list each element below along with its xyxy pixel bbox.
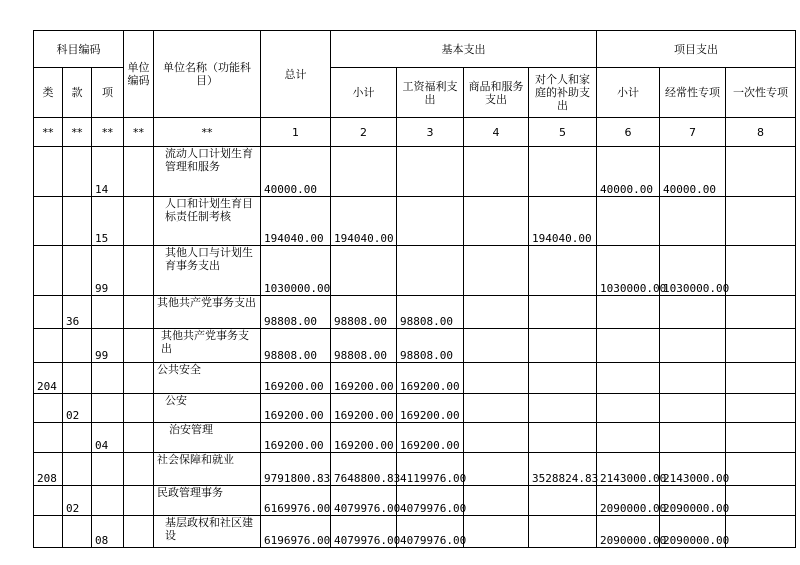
kuan-cell (63, 516, 92, 548)
xiang-cell: 99 (92, 246, 124, 296)
index-cell: 8 (726, 118, 796, 147)
name-cell: 流动人口计划生育管理和服务 (154, 147, 261, 197)
onetime-cell (726, 246, 796, 296)
xiang-cell: 08 (92, 516, 124, 548)
goods-cell (464, 363, 529, 394)
header-wages: 工资福利支出 (397, 68, 464, 118)
total-cell: 169200.00 (261, 394, 331, 423)
index-cell: 7 (660, 118, 726, 147)
subsidy-cell (529, 329, 597, 363)
xiang-cell (92, 296, 124, 329)
index-cell: 5 (529, 118, 597, 147)
subsidy-cell: 3528824.83 (529, 453, 597, 486)
subsidy-cell (529, 394, 597, 423)
unit-code-cell (124, 516, 154, 548)
name-cell: 公安 (154, 394, 261, 423)
recurring-cell (660, 296, 726, 329)
project-subtotal-cell (597, 423, 660, 453)
onetime-cell (726, 197, 796, 246)
basic-subtotal-cell: 169200.00 (331, 423, 397, 453)
project-subtotal-cell: 40000.00 (597, 147, 660, 197)
total-cell: 40000.00 (261, 147, 331, 197)
index-cell: ** (124, 118, 154, 147)
unit-code-cell (124, 363, 154, 394)
wages-cell (397, 246, 464, 296)
header-recurring: 经常性专项 (660, 68, 726, 118)
wages-cell: 4079976.00 (397, 486, 464, 516)
project-subtotal-cell: 2090000.00 (597, 486, 660, 516)
basic-subtotal-cell: 98808.00 (331, 296, 397, 329)
project-subtotal-cell: 2090000.00 (597, 516, 660, 548)
index-cell: 2 (331, 118, 397, 147)
unit-code-cell (124, 147, 154, 197)
goods-cell (464, 246, 529, 296)
name-cell: 公共安全 (154, 363, 261, 394)
index-cell: ** (63, 118, 92, 147)
unit-code-cell (124, 329, 154, 363)
recurring-cell (660, 363, 726, 394)
subsidy-cell (529, 423, 597, 453)
unit-code-cell (124, 453, 154, 486)
xiang-cell: 99 (92, 329, 124, 363)
total-cell: 98808.00 (261, 329, 331, 363)
index-cell: 4 (464, 118, 529, 147)
table-row (34, 423, 796, 453)
recurring-cell: 40000.00 (660, 147, 726, 197)
table-row (34, 246, 796, 296)
project-subtotal-cell (597, 296, 660, 329)
table-row (34, 329, 796, 363)
unit-code-cell (124, 423, 154, 453)
kuan-cell: 02 (63, 394, 92, 423)
xiang-cell (92, 394, 124, 423)
lei-cell (34, 486, 63, 516)
total-cell: 194040.00 (261, 197, 331, 246)
table-body (34, 31, 796, 548)
wages-cell: 4079976.00 (397, 516, 464, 548)
index-cell: 1 (261, 118, 331, 147)
basic-subtotal-cell: 169200.00 (331, 394, 397, 423)
table-row (34, 394, 796, 423)
onetime-cell (726, 423, 796, 453)
xiang-cell: 15 (92, 197, 124, 246)
lei-cell: 208 (34, 453, 63, 486)
lei-cell (34, 394, 63, 423)
wages-cell: 169200.00 (397, 423, 464, 453)
name-cell: 基层政权和社区建设 (154, 516, 261, 548)
goods-cell (464, 423, 529, 453)
subsidy-cell (529, 246, 597, 296)
onetime-cell (726, 486, 796, 516)
onetime-cell (726, 363, 796, 394)
table-row (34, 197, 796, 246)
total-cell: 6196976.00 (261, 516, 331, 548)
header-subject-code: 科目编码 (34, 31, 124, 68)
goods-cell (464, 453, 529, 486)
xiang-cell (92, 486, 124, 516)
lei-cell (34, 246, 63, 296)
recurring-cell (660, 394, 726, 423)
lei-cell (34, 329, 63, 363)
recurring-cell (660, 197, 726, 246)
wages-cell: 4119976.00 (397, 453, 464, 486)
name-cell: 其他共产党事务支出 (154, 329, 261, 363)
basic-subtotal-cell: 194040.00 (331, 197, 397, 246)
index-cell: ** (154, 118, 261, 147)
index-row (34, 118, 796, 147)
index-cell: ** (92, 118, 124, 147)
header-basic: 基本支出 (331, 31, 597, 68)
subsidy-cell (529, 147, 597, 197)
project-subtotal-cell: 1030000.00 (597, 246, 660, 296)
basic-subtotal-cell: 4079976.00 (331, 486, 397, 516)
wages-cell: 169200.00 (397, 363, 464, 394)
recurring-cell: 2090000.00 (660, 486, 726, 516)
subsidy-cell (529, 516, 597, 548)
index-cell: 6 (597, 118, 660, 147)
recurring-cell: 2090000.00 (660, 516, 726, 548)
xiang-cell (92, 363, 124, 394)
recurring-cell: 2143000.00 (660, 453, 726, 486)
basic-subtotal-cell: 4079976.00 (331, 516, 397, 548)
lei-cell (34, 147, 63, 197)
name-cell: 社会保障和就业 (154, 453, 261, 486)
lei-cell: 204 (34, 363, 63, 394)
table-row (34, 363, 796, 394)
header-project-subtotal: 小计 (597, 68, 660, 118)
total-cell: 169200.00 (261, 363, 331, 394)
goods-cell (464, 394, 529, 423)
lei-cell (34, 296, 63, 329)
project-subtotal-cell (597, 394, 660, 423)
xiang-cell: 14 (92, 147, 124, 197)
table-row (34, 147, 796, 197)
unit-code-cell (124, 486, 154, 516)
total-cell: 169200.00 (261, 423, 331, 453)
onetime-cell (726, 329, 796, 363)
subsidy-cell: 194040.00 (529, 197, 597, 246)
header-basic-subtotal: 小计 (331, 68, 397, 118)
recurring-cell (660, 329, 726, 363)
header-xiang: 项 (92, 68, 124, 118)
project-subtotal-cell (597, 329, 660, 363)
kuan-cell (63, 246, 92, 296)
project-subtotal-cell (597, 363, 660, 394)
basic-subtotal-cell (331, 147, 397, 197)
kuan-cell (63, 197, 92, 246)
header-kuan: 款 (63, 68, 92, 118)
onetime-cell (726, 394, 796, 423)
header-row-1 (34, 31, 796, 68)
unit-code-cell (124, 246, 154, 296)
basic-subtotal-cell: 7648800.83 (331, 453, 397, 486)
name-cell: 其他人口与计划生育事务支出 (154, 246, 261, 296)
name-cell: 人口和计划生育目标责任制考核 (154, 197, 261, 246)
unit-code-cell (124, 394, 154, 423)
project-subtotal-cell: 2143000.00 (597, 453, 660, 486)
name-cell: 其他共产党事务支出 (154, 296, 261, 329)
header-lei: 类 (34, 68, 63, 118)
kuan-cell (63, 329, 92, 363)
wages-cell (397, 197, 464, 246)
project-subtotal-cell (597, 197, 660, 246)
total-cell: 98808.00 (261, 296, 331, 329)
goods-cell (464, 197, 529, 246)
wages-cell: 98808.00 (397, 329, 464, 363)
kuan-cell (63, 423, 92, 453)
basic-subtotal-cell (331, 246, 397, 296)
lei-cell (34, 197, 63, 246)
kuan-cell (63, 453, 92, 486)
recurring-cell: 1030000.00 (660, 246, 726, 296)
table-row (34, 486, 796, 516)
lei-cell (34, 423, 63, 453)
subsidy-cell (529, 363, 597, 394)
onetime-cell (726, 147, 796, 197)
name-cell: 治安管理 (154, 423, 261, 453)
budget-table (33, 30, 796, 548)
header-subsidy: 对个人和家庭的补助支出 (529, 68, 597, 118)
goods-cell (464, 329, 529, 363)
subsidy-cell (529, 486, 597, 516)
basic-subtotal-cell: 169200.00 (331, 363, 397, 394)
total-cell: 9791800.83 (261, 453, 331, 486)
index-cell: ** (34, 118, 63, 147)
onetime-cell (726, 453, 796, 486)
recurring-cell (660, 423, 726, 453)
basic-subtotal-cell: 98808.00 (331, 329, 397, 363)
header-goods: 商品和服务支出 (464, 68, 529, 118)
goods-cell (464, 486, 529, 516)
unit-code-cell (124, 296, 154, 329)
header-total: 总计 (261, 31, 331, 118)
kuan-cell (63, 147, 92, 197)
xiang-cell: 04 (92, 423, 124, 453)
header-unit-code: 单位编码 (124, 31, 154, 118)
table-row (34, 296, 796, 329)
index-cell: 3 (397, 118, 464, 147)
wages-cell: 98808.00 (397, 296, 464, 329)
total-cell: 1030000.00 (261, 246, 331, 296)
total-cell: 6169976.00 (261, 486, 331, 516)
goods-cell (464, 296, 529, 329)
subsidy-cell (529, 296, 597, 329)
unit-code-cell (124, 197, 154, 246)
wages-cell (397, 147, 464, 197)
header-unit-name: 单位名称（功能科目） (154, 31, 261, 118)
header-onetime: 一次性专项 (726, 68, 796, 118)
table-row (34, 516, 796, 548)
goods-cell (464, 516, 529, 548)
kuan-cell (63, 363, 92, 394)
xiang-cell (92, 453, 124, 486)
onetime-cell (726, 296, 796, 329)
onetime-cell (726, 516, 796, 548)
name-cell: 民政管理事务 (154, 486, 261, 516)
kuan-cell: 36 (63, 296, 92, 329)
goods-cell (464, 147, 529, 197)
table-row (34, 453, 796, 486)
lei-cell (34, 516, 63, 548)
header-project: 项目支出 (597, 31, 796, 68)
kuan-cell: 02 (63, 486, 92, 516)
wages-cell: 169200.00 (397, 394, 464, 423)
